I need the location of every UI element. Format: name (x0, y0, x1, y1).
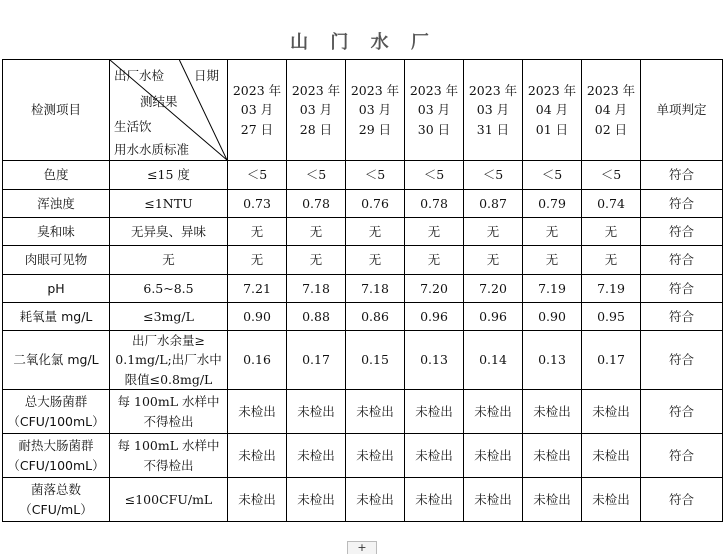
value-cell: ＜5 (523, 161, 582, 190)
value-cell: 未检出 (464, 390, 523, 434)
item-cell: 肉眼可见物 (3, 246, 110, 275)
value-cell: 0.73 (228, 190, 287, 218)
standard-line: 不得检出 (143, 413, 194, 429)
table-row (3, 275, 723, 303)
verdict-cell: 符合 (641, 390, 723, 434)
verdict-cell: 符合 (641, 303, 723, 331)
date-cell: 2023 年 03 月 28 日 (287, 60, 346, 161)
value-cell: 7.18 (287, 275, 346, 303)
verdict-cell: 符合 (641, 161, 723, 190)
item-line: 菌落总数 (30, 482, 81, 498)
verdict-cell: 符合 (641, 331, 723, 390)
value-cell: ＜5 (287, 161, 346, 190)
date-cell: 2023 年 03 月 31 日 (464, 60, 523, 161)
value-cell: 未检出 (346, 434, 405, 478)
value-cell: 未检出 (228, 478, 287, 522)
value-cell: 7.18 (346, 275, 405, 303)
value-cell: 未检出 (346, 478, 405, 522)
value-cell: 未检出 (228, 434, 287, 478)
item-cell: pH (3, 275, 110, 303)
item-line: 总大肠菌群 (24, 394, 88, 410)
value-cell: 0.96 (405, 303, 464, 331)
value-cell: 未检出 (287, 390, 346, 434)
value-cell: 未检出 (582, 390, 641, 434)
item-cell: 耗氧量 mg/L (3, 303, 110, 331)
header-verdict: 单项判定 (641, 60, 723, 161)
value-cell: 7.20 (464, 275, 523, 303)
standard-line: 出厂水余量≥ (132, 333, 205, 348)
verdict-cell: 符合 (641, 434, 723, 478)
table-row (3, 390, 723, 434)
value-cell: 7.19 (582, 275, 641, 303)
table-row (3, 478, 723, 522)
standard-line: 0.1mg/L;出厂水中 (115, 352, 222, 368)
value-cell: 0.88 (287, 303, 346, 331)
value-cell: 0.76 (346, 190, 405, 218)
value-cell: 0.17 (287, 331, 346, 390)
value-cell: 未检出 (464, 478, 523, 522)
diag-label-date: 日期 (194, 68, 220, 83)
table-row (3, 434, 723, 478)
item-cell (3, 478, 110, 522)
value-cell: 未检出 (405, 478, 464, 522)
value-cell: 0.90 (228, 303, 287, 331)
standard-line: 每 100mL 水样中 (117, 438, 220, 454)
standard-cell: 无异臭、异味 (110, 218, 228, 246)
value-cell: 无 (287, 218, 346, 246)
item-line: 耐热大肠菌群 (18, 438, 94, 454)
header-item: 检测项目 (3, 60, 110, 161)
table-row (3, 303, 723, 331)
standard-cell (110, 390, 228, 434)
standard-line: 不得检出 (143, 457, 194, 473)
diag-label-2: 测结果 (140, 94, 178, 109)
value-cell: 7.20 (405, 275, 464, 303)
standard-cell: ≤15 度 (110, 161, 228, 190)
value-cell: 未检出 (523, 434, 582, 478)
item-cell (3, 434, 110, 478)
date-cell: 2023 年 03 月 29 日 (346, 60, 405, 161)
verdict-cell: 符合 (641, 190, 723, 218)
header-row (3, 60, 723, 161)
item-line: （CFU/100mL） (7, 413, 105, 429)
value-cell: 无 (287, 246, 346, 275)
value-cell: 未检出 (523, 390, 582, 434)
item-cell: 浑浊度 (3, 190, 110, 218)
standard-cell (110, 331, 228, 390)
value-cell: 未检出 (523, 478, 582, 522)
value-cell: 无 (523, 218, 582, 246)
value-cell: 0.13 (405, 331, 464, 390)
value-cell: 无 (405, 246, 464, 275)
date-cell: 2023 年 04 月 02 日 (582, 60, 641, 161)
value-cell: 0.96 (464, 303, 523, 331)
standard-cell: ≤3mg/L (110, 303, 228, 331)
table-row (3, 331, 723, 390)
diag-label-1: 出厂水检 (114, 68, 165, 83)
value-cell: 0.95 (582, 303, 641, 331)
date-cell: 2023 年 03 月 30 日 (405, 60, 464, 161)
item-cell: 色度 (3, 161, 110, 190)
verdict-cell: 符合 (641, 246, 723, 275)
header-diagonal-cell (110, 60, 228, 161)
value-cell: 未检出 (464, 434, 523, 478)
page-title: 山 门 水 厂 (290, 32, 437, 53)
value-cell: 0.86 (346, 303, 405, 331)
value-cell: 0.14 (464, 331, 523, 390)
standard-cell: 无 (110, 246, 228, 275)
standard-cell (110, 434, 228, 478)
item-cell: 臭和味 (3, 218, 110, 246)
value-cell: 无 (523, 246, 582, 275)
value-cell: 无 (582, 218, 641, 246)
item-line: （CFU/mL） (19, 501, 93, 517)
date-cell: 2023 年 03 月 27 日 (228, 60, 287, 161)
standard-cell: ≤1NTU (110, 190, 228, 218)
value-cell: ＜5 (228, 161, 287, 190)
value-cell: 无 (464, 218, 523, 246)
value-cell: 未检出 (346, 390, 405, 434)
standard-cell: 6.5~8.5 (110, 275, 228, 303)
value-cell: 无 (405, 218, 464, 246)
table-row (3, 218, 723, 246)
value-cell: ＜5 (582, 161, 641, 190)
value-cell: 无 (464, 246, 523, 275)
verdict-cell: 符合 (641, 478, 723, 522)
value-cell: 无 (228, 218, 287, 246)
table-row (3, 190, 723, 218)
value-cell: 0.13 (523, 331, 582, 390)
value-cell: 7.19 (523, 275, 582, 303)
value-cell: 0.78 (405, 190, 464, 218)
value-cell: 未检出 (287, 434, 346, 478)
item-line: （CFU/100mL） (7, 457, 105, 473)
item-cell: 二氧化氯 mg/L (3, 331, 110, 390)
item-cell (3, 390, 110, 434)
value-cell: ＜5 (464, 161, 523, 190)
value-cell: 无 (228, 246, 287, 275)
diag-label-3: 生活饮 (114, 119, 152, 134)
value-cell: 无 (346, 218, 405, 246)
value-cell: 7.21 (228, 275, 287, 303)
date-cell: 2023 年 04 月 01 日 (523, 60, 582, 161)
value-cell: ＜5 (346, 161, 405, 190)
value-cell: ＜5 (405, 161, 464, 190)
table-row (3, 246, 723, 275)
diag-label-4: 用水水质标准 (114, 142, 190, 157)
value-cell: 0.15 (346, 331, 405, 390)
value-cell: 未检出 (582, 434, 641, 478)
value-cell: 未检出 (405, 434, 464, 478)
value-cell: 未检出 (582, 478, 641, 522)
standard-line: 限值≤0.8mg/L (124, 371, 213, 387)
verdict-cell: 符合 (641, 275, 723, 303)
value-cell: 未检出 (405, 390, 464, 434)
table-row (3, 161, 723, 190)
value-cell: 未检出 (287, 478, 346, 522)
verdict-cell: 符合 (641, 218, 723, 246)
value-cell: 0.78 (287, 190, 346, 218)
value-cell: 0.74 (582, 190, 641, 218)
value-cell: 未检出 (228, 390, 287, 434)
value-cell: 无 (582, 246, 641, 275)
value-cell: 0.87 (464, 190, 523, 218)
value-cell: 0.79 (523, 190, 582, 218)
add-sheet-tab[interactable]: + (347, 541, 377, 554)
standard-cell: ≤100CFU/mL (110, 478, 228, 522)
value-cell: 0.16 (228, 331, 287, 390)
value-cell: 0.90 (523, 303, 582, 331)
standard-line: 每 100mL 水样中 (117, 394, 220, 410)
value-cell: 0.17 (582, 331, 641, 390)
value-cell: 无 (346, 246, 405, 275)
water-quality-table (2, 59, 723, 522)
